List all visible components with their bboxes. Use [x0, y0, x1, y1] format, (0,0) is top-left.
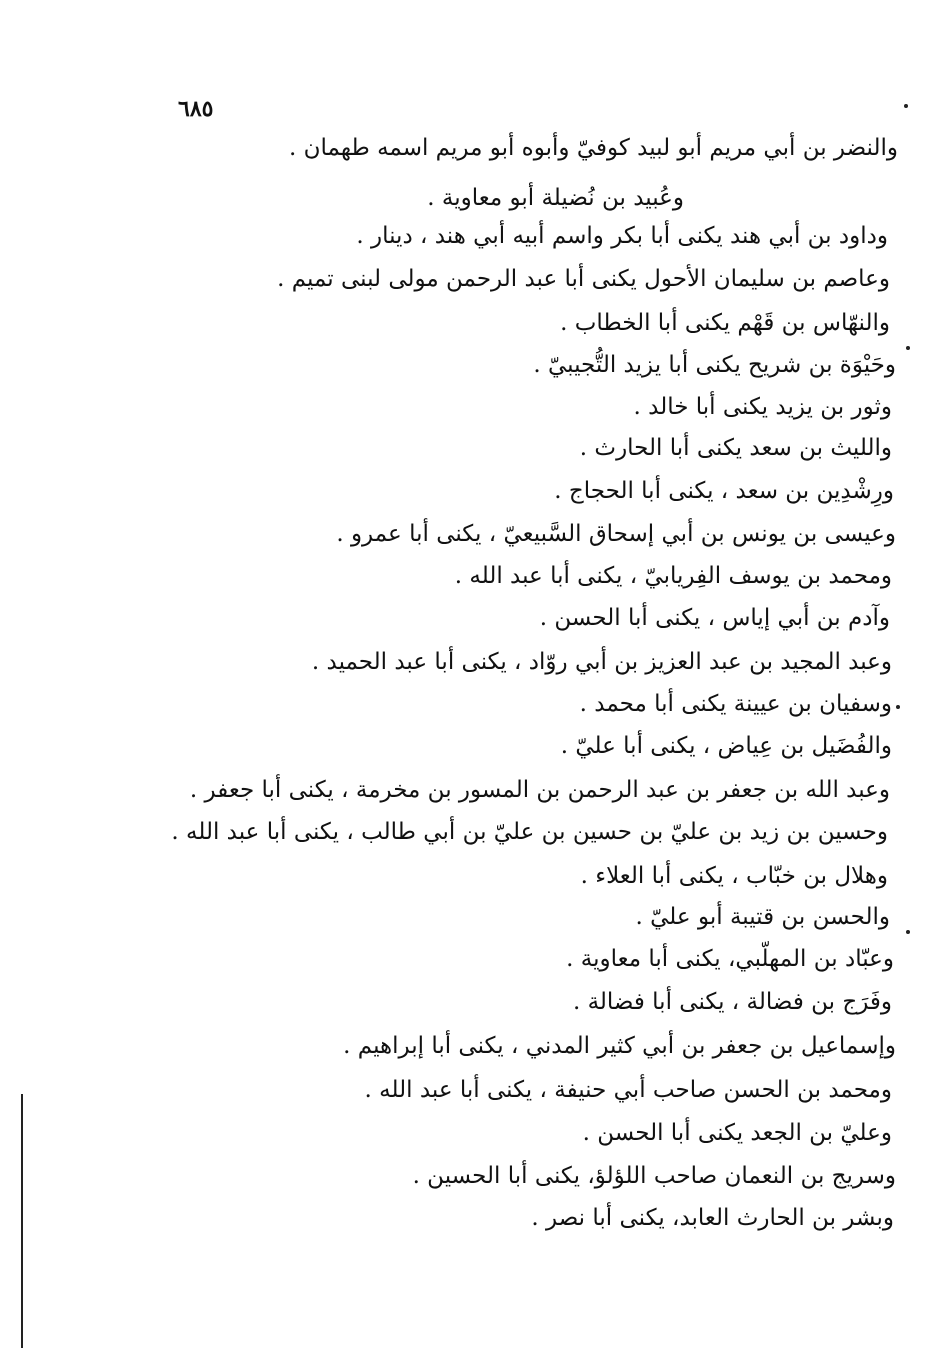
entry-line: وعليّ بن الجعد يكنى أبا الحسن . — [582, 1120, 892, 1146]
entry-line: وعيسى بن يونس بن أبي إسحاق السَّبيعيّ ، يكنى أبا عمرو . — [336, 521, 896, 547]
entry-line: وعاصم بن سليمان الأحول يكنى أبا عبد الرحمن مولى لبنى تميم . — [277, 266, 890, 292]
entry-line: وإسماعيل بن جعفر بن أبي كثير المدني ، يكنى أبا إبراهيم . — [343, 1033, 896, 1059]
entry-line: وسريج بن النعمان صاحب اللؤلؤ، يكنى أبا الحسين . — [412, 1163, 896, 1189]
entry-line: وثور بن يزيد يكنى أبا خالد . — [633, 394, 892, 420]
entry-line: وآدم بن أبي إياس ، يكنى أبا الحسن . — [539, 605, 890, 631]
binding-edge-line — [21, 1094, 23, 1348]
entry-line: وحسين بن زيد بن عليّ بن حسين بن عليّ بن أبي طالب ، يكنى أبا عبد الله . — [171, 819, 888, 845]
entry-line: وهلال بن خبّاب ، يكنى أبا العلاء . — [580, 863, 888, 889]
scan-speck — [896, 705, 900, 709]
entry-line: وبشر بن الحارث العابد، يكنى أبا نصر . — [531, 1205, 894, 1231]
scan-speck — [906, 930, 910, 934]
entry-line: ومحمد بن الحسن صاحب أبي حنيفة ، يكنى أبا عبد الله . — [364, 1077, 892, 1103]
entry-line: والنضر بن أبي مريم أبو لبيد كوفيّ وأبوه أبو مريم اسمه طهمان . — [289, 135, 898, 161]
page-number: ٦٨٥ — [178, 96, 214, 122]
entry-line: والنهّاس بن قَهْم يكنى أبا الخطاب . — [560, 310, 890, 336]
scan-speck — [906, 346, 910, 350]
entry-line: والليث بن سعد يكنى أبا الحارث . — [579, 435, 892, 461]
entry-line: وعُبيد بن نُضيلة أبو معاوية . — [427, 185, 684, 211]
entry-line: والفُضَيل بن عِياض ، يكنى أبا عليّ . — [560, 733, 892, 759]
entry-line: وفَرَج بن فضالة ، يكنى أبا فضالة . — [572, 989, 892, 1015]
entry-line: وعبد المجيد بن عبد العزيز بن أبي روّاد ، يكنى أبا عبد الحميد . — [311, 649, 892, 675]
entry-line: وسفيان بن عيينة يكنى أبا محمد . — [579, 691, 892, 717]
entry-line: وعبد الله بن جعفر بن عبد الرحمن بن المسور بن مخرمة ، يكنى أبا جعفر . — [189, 777, 890, 803]
scan-speck — [904, 104, 908, 108]
entry-line: والحسن بن قتيبة أبو عليّ . — [635, 904, 890, 930]
entry-line: وعبّاد بن المهلّبي، يكنى أبا معاوية . — [566, 946, 894, 972]
entry-line: ومحمد بن يوسف الفِريابيّ ، يكنى أبا عبد الله . — [454, 563, 892, 589]
entry-line: وداود بن أبي هند يكنى أبا بكر واسم أبيه أبي هند ، دينار . — [356, 223, 888, 249]
entry-line: وحَيْوَة بن شريح يكنى أبا يزيد التُّجيبيّ . — [533, 352, 896, 378]
entry-line: ورِشْدِين بن سعد ، يكنى أبا الحجاج . — [554, 478, 894, 504]
